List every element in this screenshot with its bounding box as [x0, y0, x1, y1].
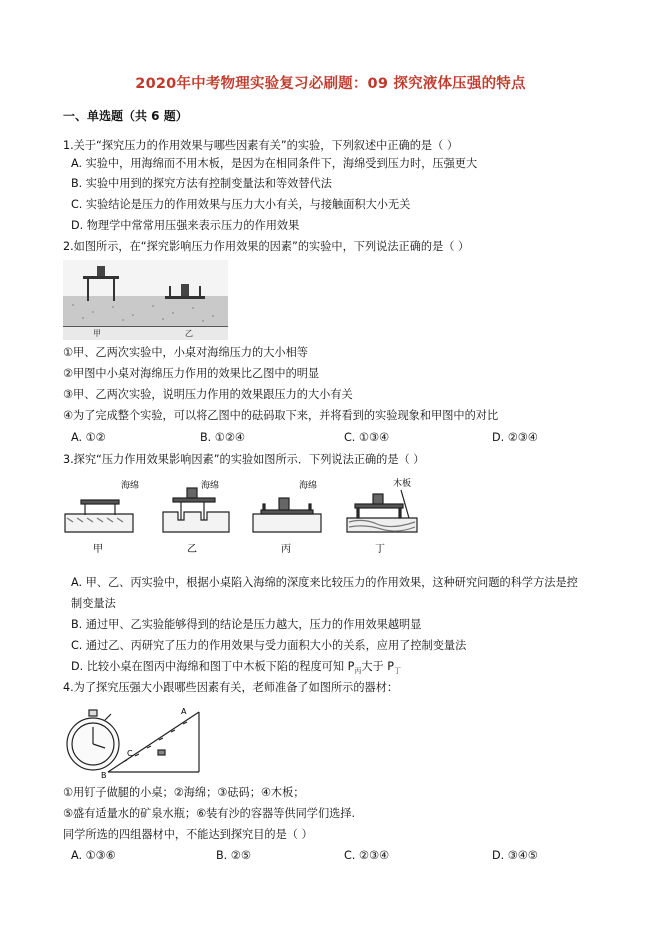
- q2-label-yi: 乙: [185, 329, 193, 338]
- page-title: 2020年中考物理实验复习必刷题：09 探究液体压强的特点: [135, 76, 526, 92]
- q2-statement-2: ②甲图中小桌对海绵压力作用的效果比乙图中的明显: [63, 367, 320, 380]
- q3-tag-yi: 海绵: [201, 481, 220, 491]
- q3-label-ding: 丁: [375, 544, 385, 555]
- q3-tag-bing: 海绵: [299, 481, 318, 491]
- q2-option-c: C. ①③④: [344, 431, 390, 444]
- q2-option-b: B. ①②④: [200, 431, 245, 444]
- q4-materials-line-1: ①用钉子做腿的小桌；②海绵；③砝码；④木板；: [63, 786, 305, 799]
- q1-option-b: B. 实验中用到的探究方法有控制变量法和等效替代法: [71, 177, 332, 190]
- q4-materials-line-2: ⑤盛有适量水的矿泉水瓶；⑥装有沙的容器等供同学们选择.: [63, 807, 356, 820]
- section-heading: 一、单选题（共 6 题）: [63, 109, 188, 123]
- q3-option-a-cont: 制变量法: [71, 597, 116, 610]
- q2-statement-3: ③甲、乙两次实验，说明压力作用的效果跟压力的大小有关: [63, 388, 353, 401]
- question-1-stem: 1.关于“探究压力的作用效果与哪些因素有关”的实验，下列叙述中正确的是（ ）: [63, 139, 459, 152]
- q3-option-a: A. 甲、乙、丙实验中，根据小桌陷入海绵的深度来比较压力的作用效果，这种研究问题的科学方法是控: [71, 576, 578, 589]
- q3-label-bing: 丙: [281, 544, 291, 555]
- q4-option-b: B. ②⑤: [216, 849, 251, 862]
- q4-letter-c: C: [127, 749, 133, 758]
- q2-figure: [63, 260, 228, 340]
- q3-label-yi: 乙: [187, 544, 197, 555]
- q3-tag-jia: 海绵: [121, 481, 140, 491]
- q1-option-d: D. 物理学中常常用压强来表示压力的作用效果: [71, 219, 300, 232]
- q2-option-a: A. ①②: [71, 431, 106, 444]
- q4-question: 同学所选的四组器材中，不能达到探究目的是（ ）: [63, 828, 313, 841]
- q3-option-d: D. 比较小桌在图丙中海绵和图丁中木板下陷的程度可知 $P_丙$大于 $P_丁$: [71, 660, 402, 675]
- q4-letter-a: A: [181, 707, 187, 716]
- q1-option-a: A. 实验中，用海绵而不用木板，是因为在相同条件下，海绵受到压力时，压强更大: [71, 157, 478, 170]
- q3-tag-ding: 木板: [393, 479, 412, 489]
- q4-option-a: A. ①③⑥: [71, 849, 116, 862]
- q3-label-jia: 甲: [93, 544, 103, 555]
- q2-statement-1: ①甲、乙两次实验中，小桌对海绵压力的大小相等: [63, 346, 308, 359]
- q3-figure: [63, 474, 433, 560]
- q3-option-b: B. 通过甲、乙实验能够得到的结论是压力越大，压力的作用效果越明显: [71, 618, 422, 631]
- question-3-stem: 3.探究“压力作用效果影响因素”的实验如图所示．下列说法正确的是（ ）: [63, 453, 425, 466]
- q4-option-c: C. ②③④: [344, 849, 390, 862]
- q2-label-jia: 甲: [93, 329, 101, 338]
- question-2-stem: 2.如图所示，在“探究影响压力作用效果的因素”的实验中，下列说法正确的是（ ）: [63, 240, 470, 253]
- q4-option-d: D. ③④⑤: [492, 849, 538, 862]
- q3-option-c: C. 通过乙、丙研究了压力的作用效果与受力面积大小的关系，应用了控制变量法: [71, 639, 467, 652]
- q2-statement-4: ④为了完成整个实验，可以将乙图中的砝码取下来，并将看到的实验现象和甲图中的对比: [63, 409, 499, 422]
- q1-option-c: C. 实验结论是压力的作用效果与压力大小有关，与接触面积大小无关: [71, 198, 411, 211]
- q4-letter-b: B: [101, 771, 107, 780]
- q2-option-d: D. ②③④: [492, 431, 538, 444]
- q4-figure: [63, 700, 203, 780]
- question-4-stem: 4.为了探究压强大小跟哪些因素有关，老师准备了如图所示的器材：: [63, 681, 399, 694]
